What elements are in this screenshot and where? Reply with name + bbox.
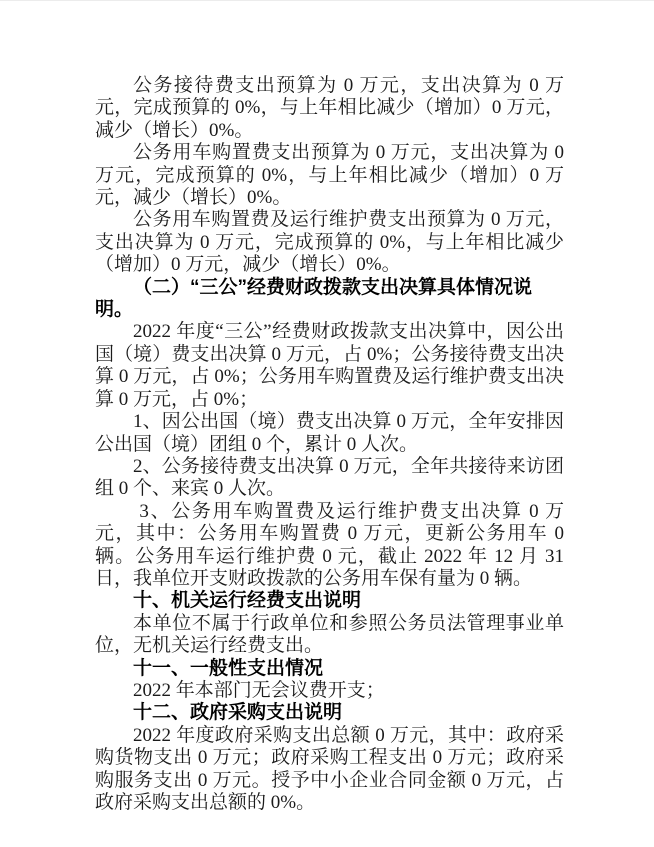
section-heading: （二）“三公”经费财政拨款支出决算具体情况说明。 — [95, 276, 533, 321]
paragraph: 2022 年度政府采购支出总额 0 万元，其中：政府采购货物支出 0 万元；政府采购工程支出 0 万元；政府采购服务支出 0 万元。授予中小企业合同金额 0 万元，占政府采购支出总额的 0%。 — [95, 724, 564, 813]
section-heading: 十二、政府采购支出说明 — [133, 702, 343, 724]
paragraph: 2、公务接待费支出决算 0 万元，全年共接待来访团组 0 个、来宾 0 人次。 — [95, 455, 564, 500]
paragraph: 3、公务用车购置费及运行维护费支出决算 0 万元，其中：公务用车购置费 0 万元，更新公务用车 0 辆。公务用车运行维护费 0 元，截止 2022 年 12 月 31 日，我单位开支财政拨款的公务用车保有量为 0 辆。 — [95, 500, 564, 589]
paragraph: 1、因公出国（境）费支出决算 0 万元，全年安排因公出国（境）团组 0 个，累计 0 人次。 — [95, 411, 564, 455]
paragraph: 本单位不属于行政单位和参照公务员法管理事业单位，无机关运行经费支出。 — [95, 612, 564, 657]
document-body — [0, 1, 654, 847]
paragraph: 2022 年本部门无会议费开支； — [133, 679, 385, 701]
section-heading: 十、机关运行经费支出说明 — [133, 590, 362, 612]
paragraph: 公务用车购置费及运行维护费支出预算为 0 万元，支出决算为 0 万元，完成预算的 0%，与上年相比减少（增加）0 万元，减少（增长）0%。 — [95, 209, 564, 276]
paragraph: 公务接待费支出预算为 0 万元，支出决算为 0 万元，完成预算的 0%，与上年相比减少（增加）0 万元，减少（增长）0%。 — [95, 75, 564, 141]
paragraph: 2022 年度“三公”经费财政拨款支出决算中，因公出国（境）费支出决算 0 万元，占 0%；公务接待费支出决算 0 万元，占 0%；公务用车购置费及运行维护费支出决算 0 万元，占 0%； — [95, 321, 564, 410]
section-heading: 十一、一般性支出情况 — [133, 657, 324, 679]
paragraph: 公务用车购置费支出预算为 0 万元，支出决算为 0 万元，完成预算的 0%，与上年相比减少（增加）0 万元，减少（增长）0%。 — [95, 142, 564, 209]
